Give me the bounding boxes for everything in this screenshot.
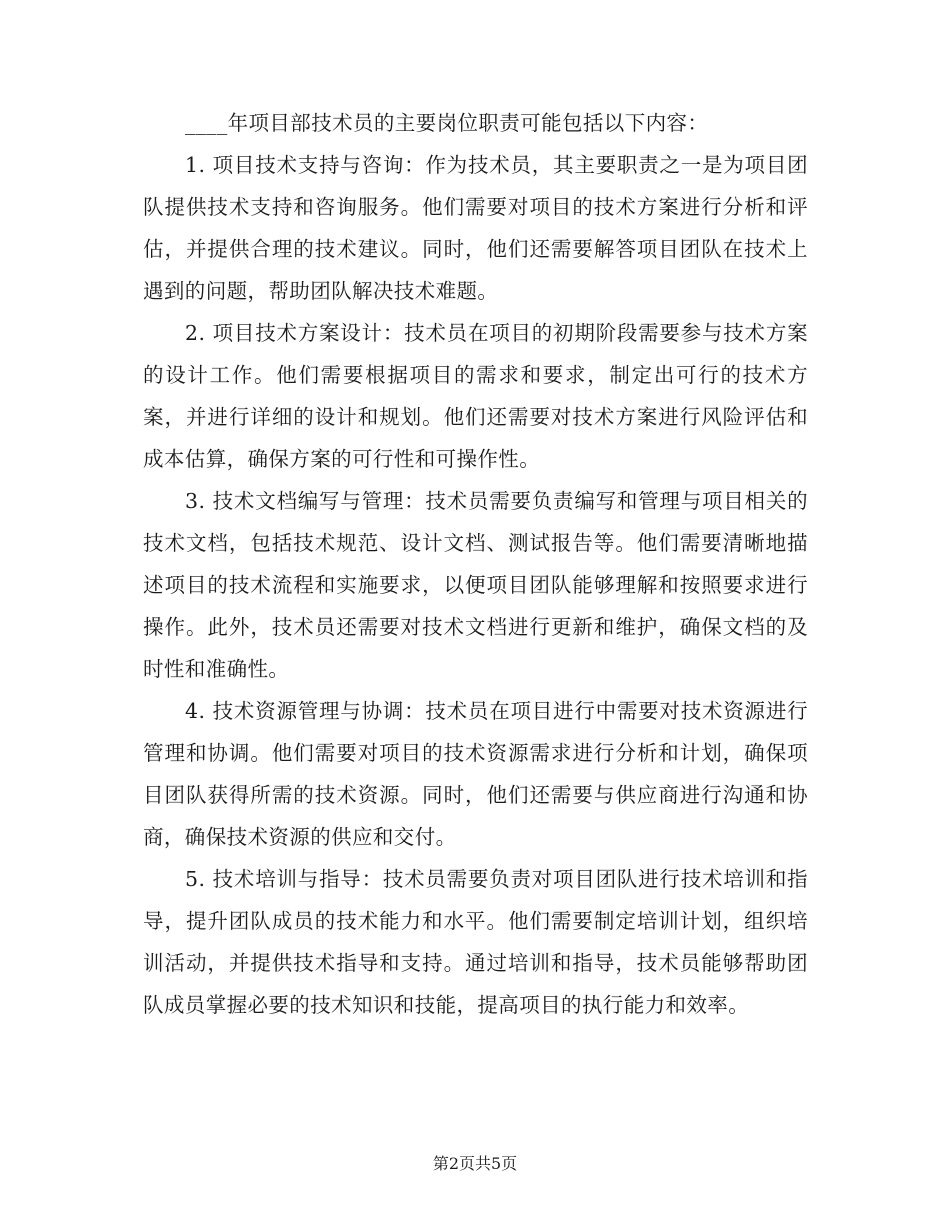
paragraph-1: 1. 项目技术支持与咨询：作为技术员，其主要职责之一是为项目团队提供技术支持和咨询服务。他们需要对项目的技术方案进行分析和评估，并提供合理的技术建议。同时，他们还需要解答项目团队在技术上遇到的问题，帮助团队解决技术难题。 [143, 153, 808, 303]
paragraph-4: 4. 技术资源管理与协调：技术员在项目进行中需要对技术资源进行管理和协调。他们需要对项目的技术资源需求进行分析和计划，确保项目团队获得所需的技术资源。同时，他们还需要与供应商进行沟通和协商，确保技术资源的供应和交付。 [143, 699, 808, 849]
intro-paragraph: ____年项目部技术员的主要岗位职责可能包括以下内容： [185, 111, 709, 135]
paragraph-2: 2. 项目技术方案设计：技术员在项目的初期阶段需要参与技术方案的设计工作。他们需要根据项目的需求和要求，制定出可行的技术方案，并进行详细的设计和规划。他们还需要对技术方案进行风险评估和成本估算，确保方案的可行性和可操作性。 [143, 321, 808, 471]
document-body [143, 102, 808, 1026]
paragraph-5: 5. 技术培训与指导：技术员需要负责对项目团队进行技术培训和指导，提升团队成员的技术能力和水平。他们需要制定培训计划，组织培训活动，并提供技术指导和支持。通过培训和指导，技术员能够帮助团队成员掌握必要的技术知识和技能，提高项目的执行能力和效率。 [143, 867, 808, 1017]
paragraph-3: 3. 技术文档编写与管理：技术员需要负责编写和管理与项目相关的技术文档，包括技术规范、设计文档、测试报告等。他们需要清晰地描述项目的技术流程和实施要求，以便项目团队能够理解和按照要求进行操作。此外，技术员还需要对技术文档进行更新和维护，确保文档的及时性和准确性。 [143, 489, 808, 681]
page-number: 第2页共5页 [432, 1154, 518, 1173]
